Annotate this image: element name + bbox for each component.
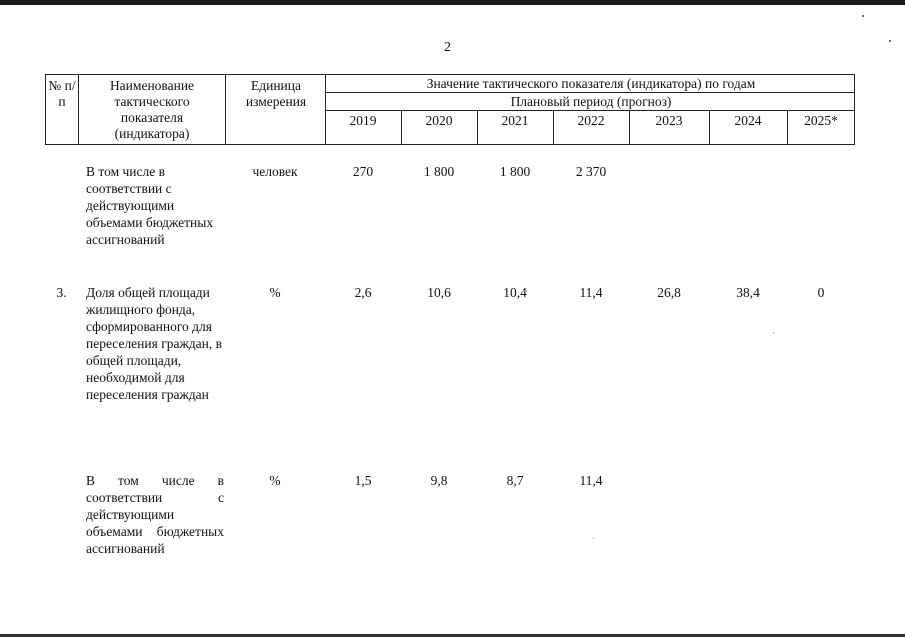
row-value: 38,4 [736, 285, 760, 300]
scan-edge-bottom [0, 634, 905, 637]
row-value: 2,6 [354, 285, 372, 300]
row-value: 11,4 [579, 285, 603, 300]
header-year: 2022 [577, 113, 605, 128]
scan-speck [593, 538, 594, 539]
row-value: 1 800 [423, 164, 455, 179]
row-indicator-name: В том числе в соответствии с действующими объемами бюджетных ассигнований [86, 164, 214, 247]
row-value: 1,5 [354, 473, 372, 488]
page-number: 2 [444, 40, 451, 55]
header-year: 2019 [349, 113, 377, 128]
row-value: 0 [817, 285, 825, 300]
scan-edge-top [0, 0, 905, 5]
row-indicator-name: Доля общей площади жилищного фонда, сформированного для переселения граждан, в общей площади, необходимой для переселения граждан [86, 285, 223, 402]
header-col-name: Наименование тактического показателя (индикатора) [109, 78, 195, 141]
header-divider [225, 74, 226, 145]
header-col-values: Значение тактического показателя (индикатора) по годам [426, 76, 756, 91]
row-value: 9,8 [430, 473, 448, 488]
header-divider [325, 110, 855, 111]
header-year: 2024 [734, 113, 762, 128]
header-year: 2025* [804, 113, 838, 128]
header-divider [78, 74, 79, 145]
row-value: 8,7 [506, 473, 524, 488]
row-value: 2 370 [575, 164, 607, 179]
scan-speck [862, 15, 864, 17]
header-year: 2021 [501, 113, 529, 128]
row-number: 3. [56, 285, 67, 300]
header-divider [325, 92, 855, 93]
row-value: 1 800 [499, 164, 531, 179]
scan-speck [889, 40, 891, 42]
scan-speck [773, 332, 774, 333]
header-col-unit: Единица измерения [245, 78, 307, 109]
row-value: 11,4 [579, 473, 603, 488]
row-value: 270 [352, 164, 374, 179]
row-value: 26,8 [657, 285, 681, 300]
header-year: 2020 [425, 113, 453, 128]
row-unit: % [269, 473, 281, 488]
row-value: 10,6 [427, 285, 451, 300]
row-unit: % [269, 285, 281, 300]
header-col-plan: Плановый период (прогноз) [510, 94, 672, 109]
header-year: 2023 [655, 113, 683, 128]
row-indicator-name: В том числе в соответствии с действующими объемами бюджетных ассигнований [86, 473, 224, 556]
row-value: 10,4 [503, 285, 527, 300]
header-col-num: № п/п [48, 78, 76, 109]
row-unit: человек [252, 164, 298, 179]
